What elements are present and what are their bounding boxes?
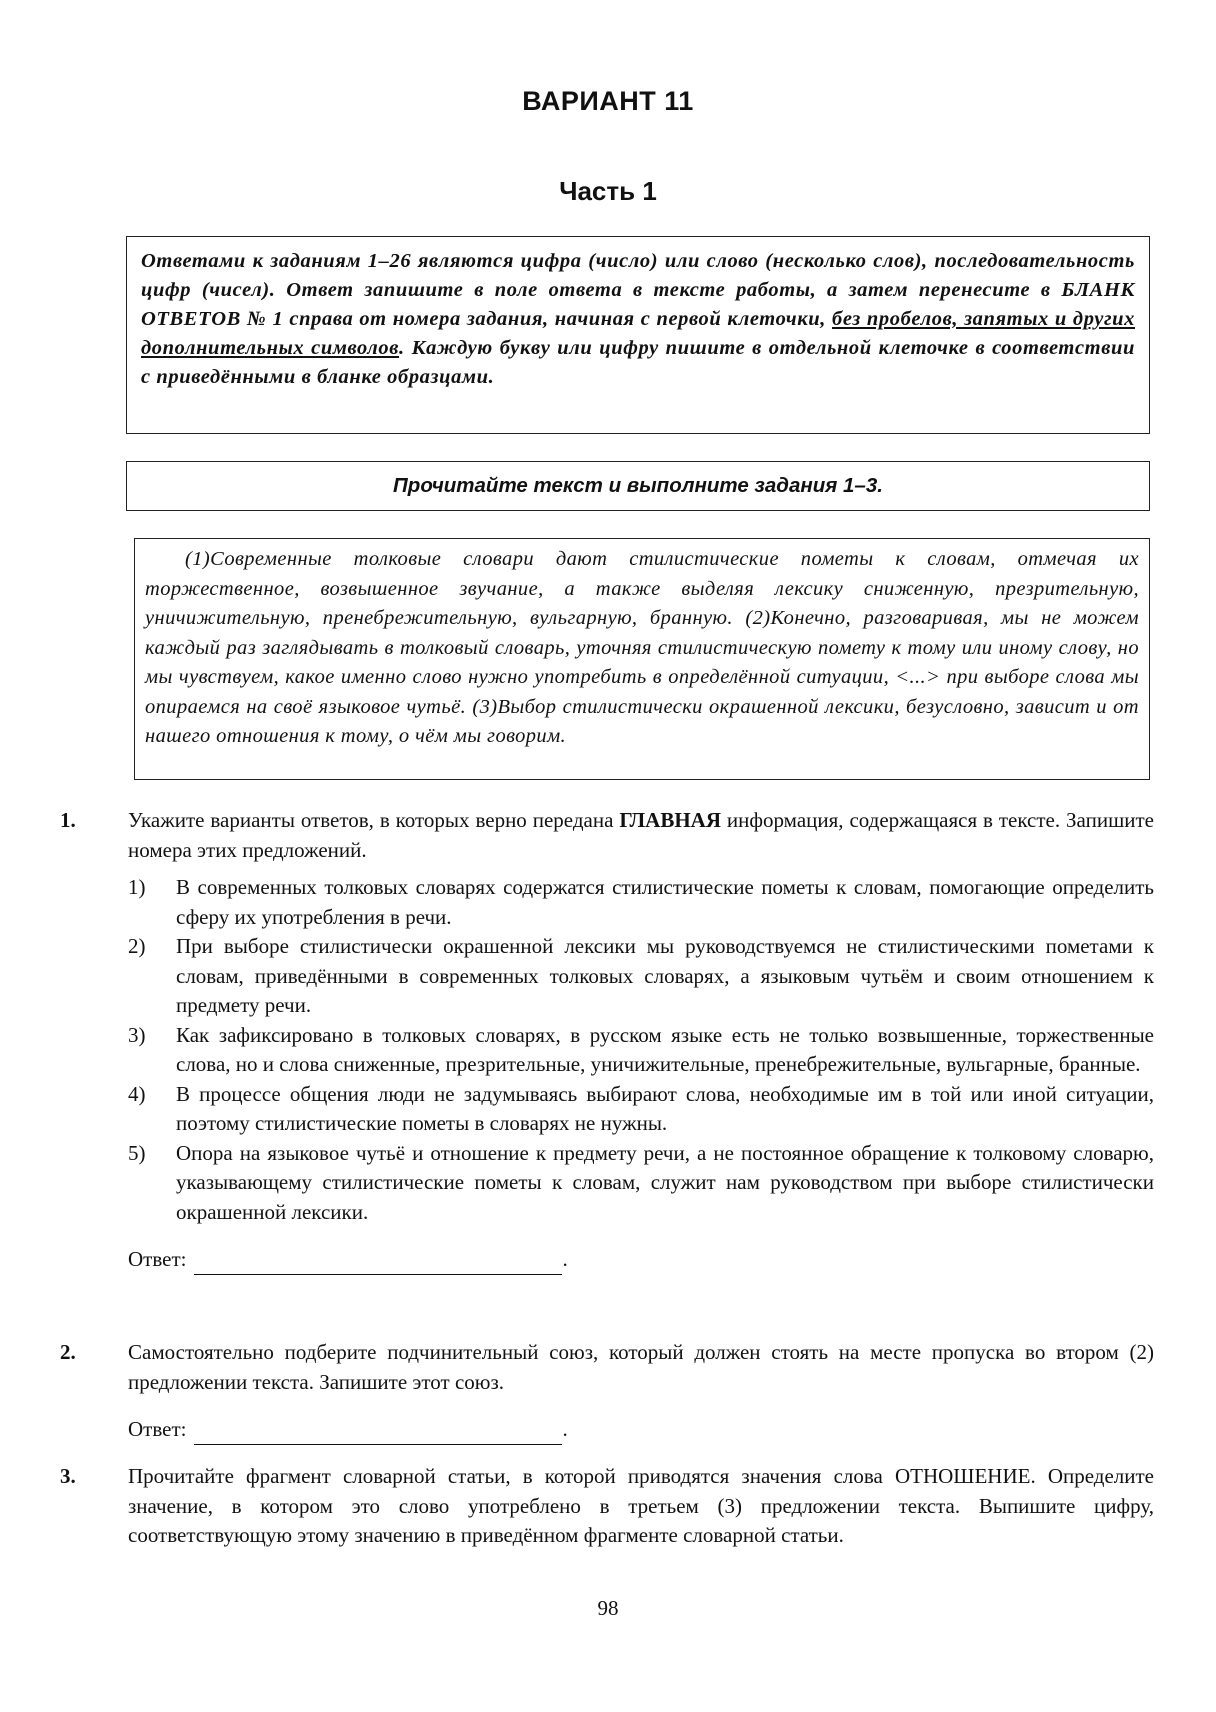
answer-option — [128, 1139, 1154, 1228]
question-3 — [60, 1462, 1154, 1551]
answer-line — [128, 1245, 1154, 1275]
answer-option — [128, 1021, 1154, 1080]
answer-option — [128, 932, 1154, 1021]
option-number: 3) — [128, 1022, 146, 1047]
question-1 — [60, 806, 1154, 1275]
reading-text-box — [134, 538, 1150, 780]
question-number: 1. — [60, 808, 76, 832]
answer-blank[interactable] — [194, 1252, 562, 1275]
option-text: Как зафиксировано в толковых словарях, в русском языке есть не только возвышенные, торжественные слова, но и слова сниженные, презрительные, уничижительные, пренебрежительные, вульгарные, бранные. — [176, 1022, 1154, 1076]
option-text: В современных толковых словарях содержатся стилистические пометы к словам, помогающие определить сферу их употребления в речи. — [176, 875, 1154, 929]
answer-end: . — [562, 1247, 568, 1271]
answer-option — [128, 873, 1154, 932]
reading-text: (1)Современные толковые словари дают стилистические пометы к словам, отмечая их торжественное, возвышенное звучание, а также выделяя лексику сниженную, презрительную, уничижительную, пренебрежительную, вульгарную, бранную. (2)Конечно, разговаривая, мы не можем каждый раз заглядывать в толковый словарь, уточняя стилистическую помету к тому или иному слову, но мы чувствуем, какое именно слово нужно употребить в определённой ситуации, <...> при выборе слова мы опираемся на своё языковое чутьё. (3)Выбор стилистически окрашенной лексики, безусловно, зависит и от нашего отношения к тому, о чём мы говорим. — [145, 548, 1139, 747]
option-number: 5) — [128, 1140, 146, 1165]
page-number: 98 — [597, 1596, 619, 1620]
instructions-box — [126, 236, 1150, 434]
question-2 — [60, 1338, 1154, 1445]
question-text — [128, 806, 1154, 865]
answer-blank[interactable] — [194, 1422, 562, 1445]
question-number: 2. — [60, 1340, 76, 1364]
part-title: Часть 1 — [559, 176, 657, 206]
instructions-text-end: . Каждую букву или цифру пишите в отдельной клеточке в соответствии с приведёнными в бланке образцами. — [141, 337, 1135, 388]
answer-end: . — [562, 1417, 568, 1441]
variant-title: ВАРИАНТ 11 — [522, 86, 694, 116]
task-header-text: Прочитайте текст и выполните задания 1–3. — [393, 474, 883, 497]
question-text: Прочитайте фрагмент словарной статьи, в которой приводятся значения слова ОТНОШЕНИЕ. Определите значение, в котором это слово употреблено в третьем (3) предложении текста. Выпишите цифру, соответствующую этому значению в приведённом фрагменте словарной статьи. — [128, 1464, 1154, 1547]
answer-options — [128, 873, 1154, 1227]
answer-option — [128, 1080, 1154, 1139]
option-number: 4) — [128, 1081, 146, 1106]
question-text-part: Укажите варианты ответов, в которых верно передана — [128, 808, 620, 832]
question-number: 3. — [60, 1464, 76, 1488]
answer-line — [128, 1415, 1154, 1445]
option-number: 1) — [128, 875, 146, 899]
option-text: В процессе общения люди не задумываясь выбирают слова, необходимые им в той или иной ситуации, поэтому стилистические пометы в словарях не нужны. — [176, 1081, 1154, 1135]
task-header-box — [126, 461, 1150, 511]
question-text-part: информация, содержащаяся в тексте. Запишите номера этих предложений. — [128, 808, 1154, 862]
option-number: 2) — [128, 934, 146, 958]
instructions-underlined-text: без пробелов, запятых и других дополнительных символов — [141, 308, 1135, 359]
answer-label: Ответ: — [128, 1247, 187, 1271]
question-text: Самостоятельно подберите подчинительный союз, который должен стоять на месте пропуска во втором (2) предложении текста. Запишите этот союз. — [128, 1340, 1154, 1394]
option-text: Опора на языковое чутьё и отношение к предмету речи, а не постоянное обращение к толковому словарю, указывающему стилистические пометы к словам, служит нам руководством при выборе стилистически окрашенной лексики. — [176, 1140, 1154, 1224]
option-text: При выборе стилистически окрашенной лексики мы руководствуемся не стилистическими пометами к словам, приведёнными в современных толковых словарях, а языковым чутьём и своим отношением к предмету речи. — [176, 934, 1154, 1017]
instructions-text: Ответами к заданиям 1–26 являются цифра (число) или слово (несколько слов), последовательность цифр (чисел). Ответ запишите в поле ответа в тексте работы, а затем перенесите в БЛАНК ОТВЕТОВ № 1 справа от номера задания, начиная с первой клеточки, — [141, 250, 1135, 330]
answer-label: Ответ: — [128, 1417, 187, 1441]
question-bold-word: ГЛАВНАЯ — [619, 808, 721, 832]
